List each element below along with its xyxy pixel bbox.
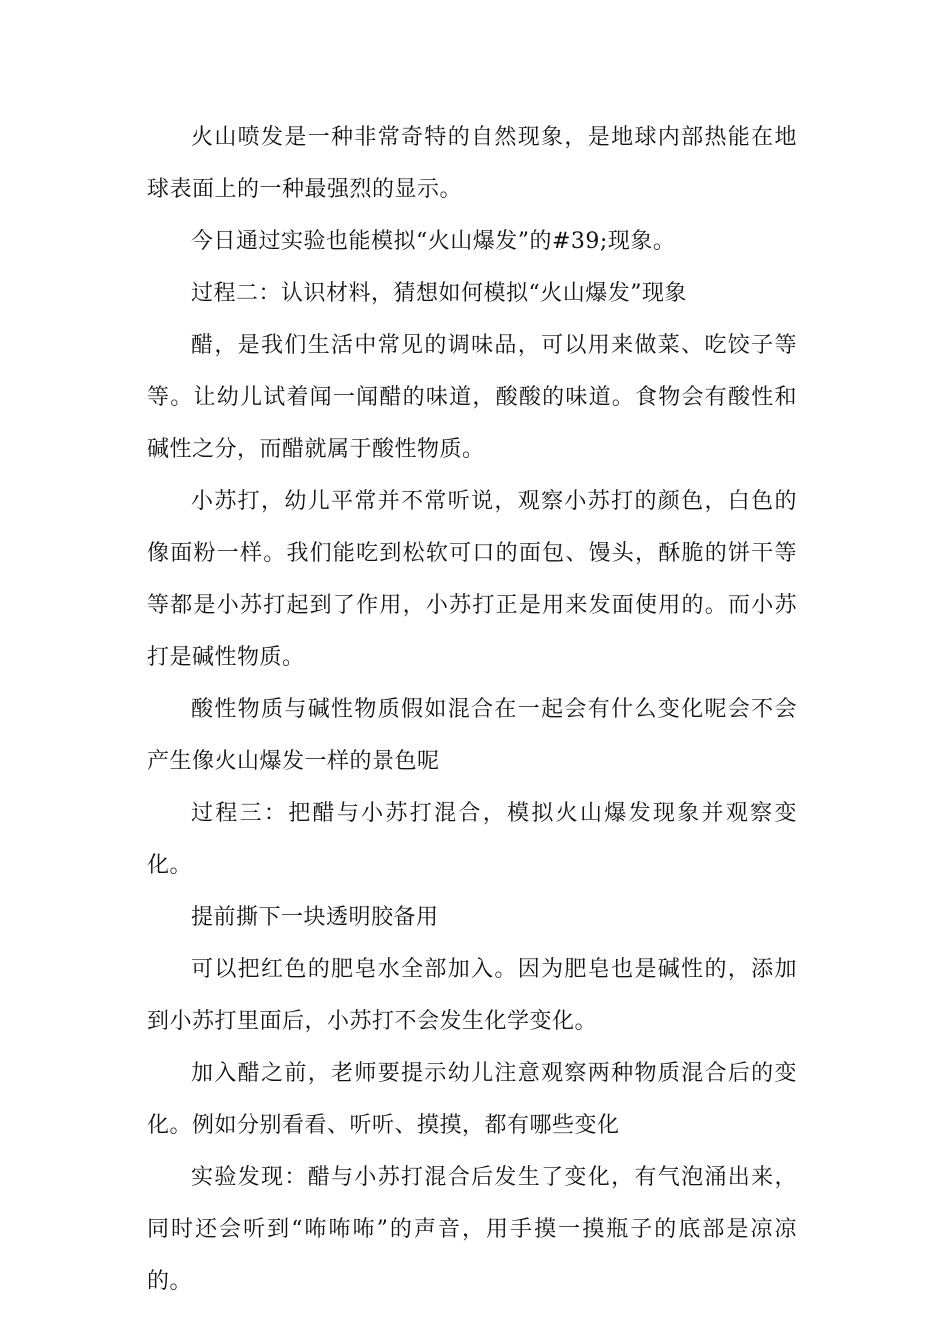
paragraph-observe: 加入醋之前，老师要提示幼儿注意观察两种物质混合后的变化。例如分别看看、听听、摸摸，都有哪些变化 — [147, 1061, 797, 1138]
paragraph-findings: 实验发现：醋与小苏打混合后发生了变化，有气泡涌出来，同时还会听到“咘咘咘”的声音，用手摸一摸瓶子的底部是凉凉的。 — [147, 1165, 797, 1294]
paragraph-process-three: 过程三：把醋与小苏打混合，模拟火山爆发现象并观察变化。 — [147, 801, 797, 878]
paragraph-process-two: 过程二：认识材料，猜想如何模拟“火山爆发”现象 — [191, 281, 687, 306]
paragraph-volcano-intro: 火山喷发是一种非常奇特的自然现象，是地球内部热能在地球表面上的一种最强烈的显示。 — [147, 125, 797, 202]
document-body — [147, 112, 797, 1308]
paragraph-acid-base: 酸性物质与碱性物质假如混合在一起会有什么变化呢会不会产生像火山爆发一样的景色呢 — [147, 697, 797, 774]
paragraph-vinegar: 醋，是我们生活中常见的调味品，可以用来做菜、吃饺子等等。让幼儿试着闻一闻醋的味道，酸酸的味道。食物会有酸性和碱性之分，而醋就属于酸性物质。 — [147, 333, 797, 462]
paragraph-soap: 可以把红色的肥皂水全部加入。因为肥皂也是碱性的，添加到小苏打里面后，小苏打不会发生化学变化。 — [147, 957, 797, 1034]
paragraph-simulate: 今日通过实验也能模拟“火山爆发”的#39;现象。 — [191, 229, 676, 254]
paragraph-baking-soda: 小苏打，幼儿平常并不常听说，观察小苏打的颜色，白色的像面粉一样。我们能吃到松软可口的面包、馒头，酥脆的饼干等等都是小苏打起到了作用，小苏打正是用来发面使用的。而小苏打是碱性物质。 — [147, 489, 797, 670]
paragraph-tape: 提前撕下一块透明胶备用 — [191, 905, 439, 930]
